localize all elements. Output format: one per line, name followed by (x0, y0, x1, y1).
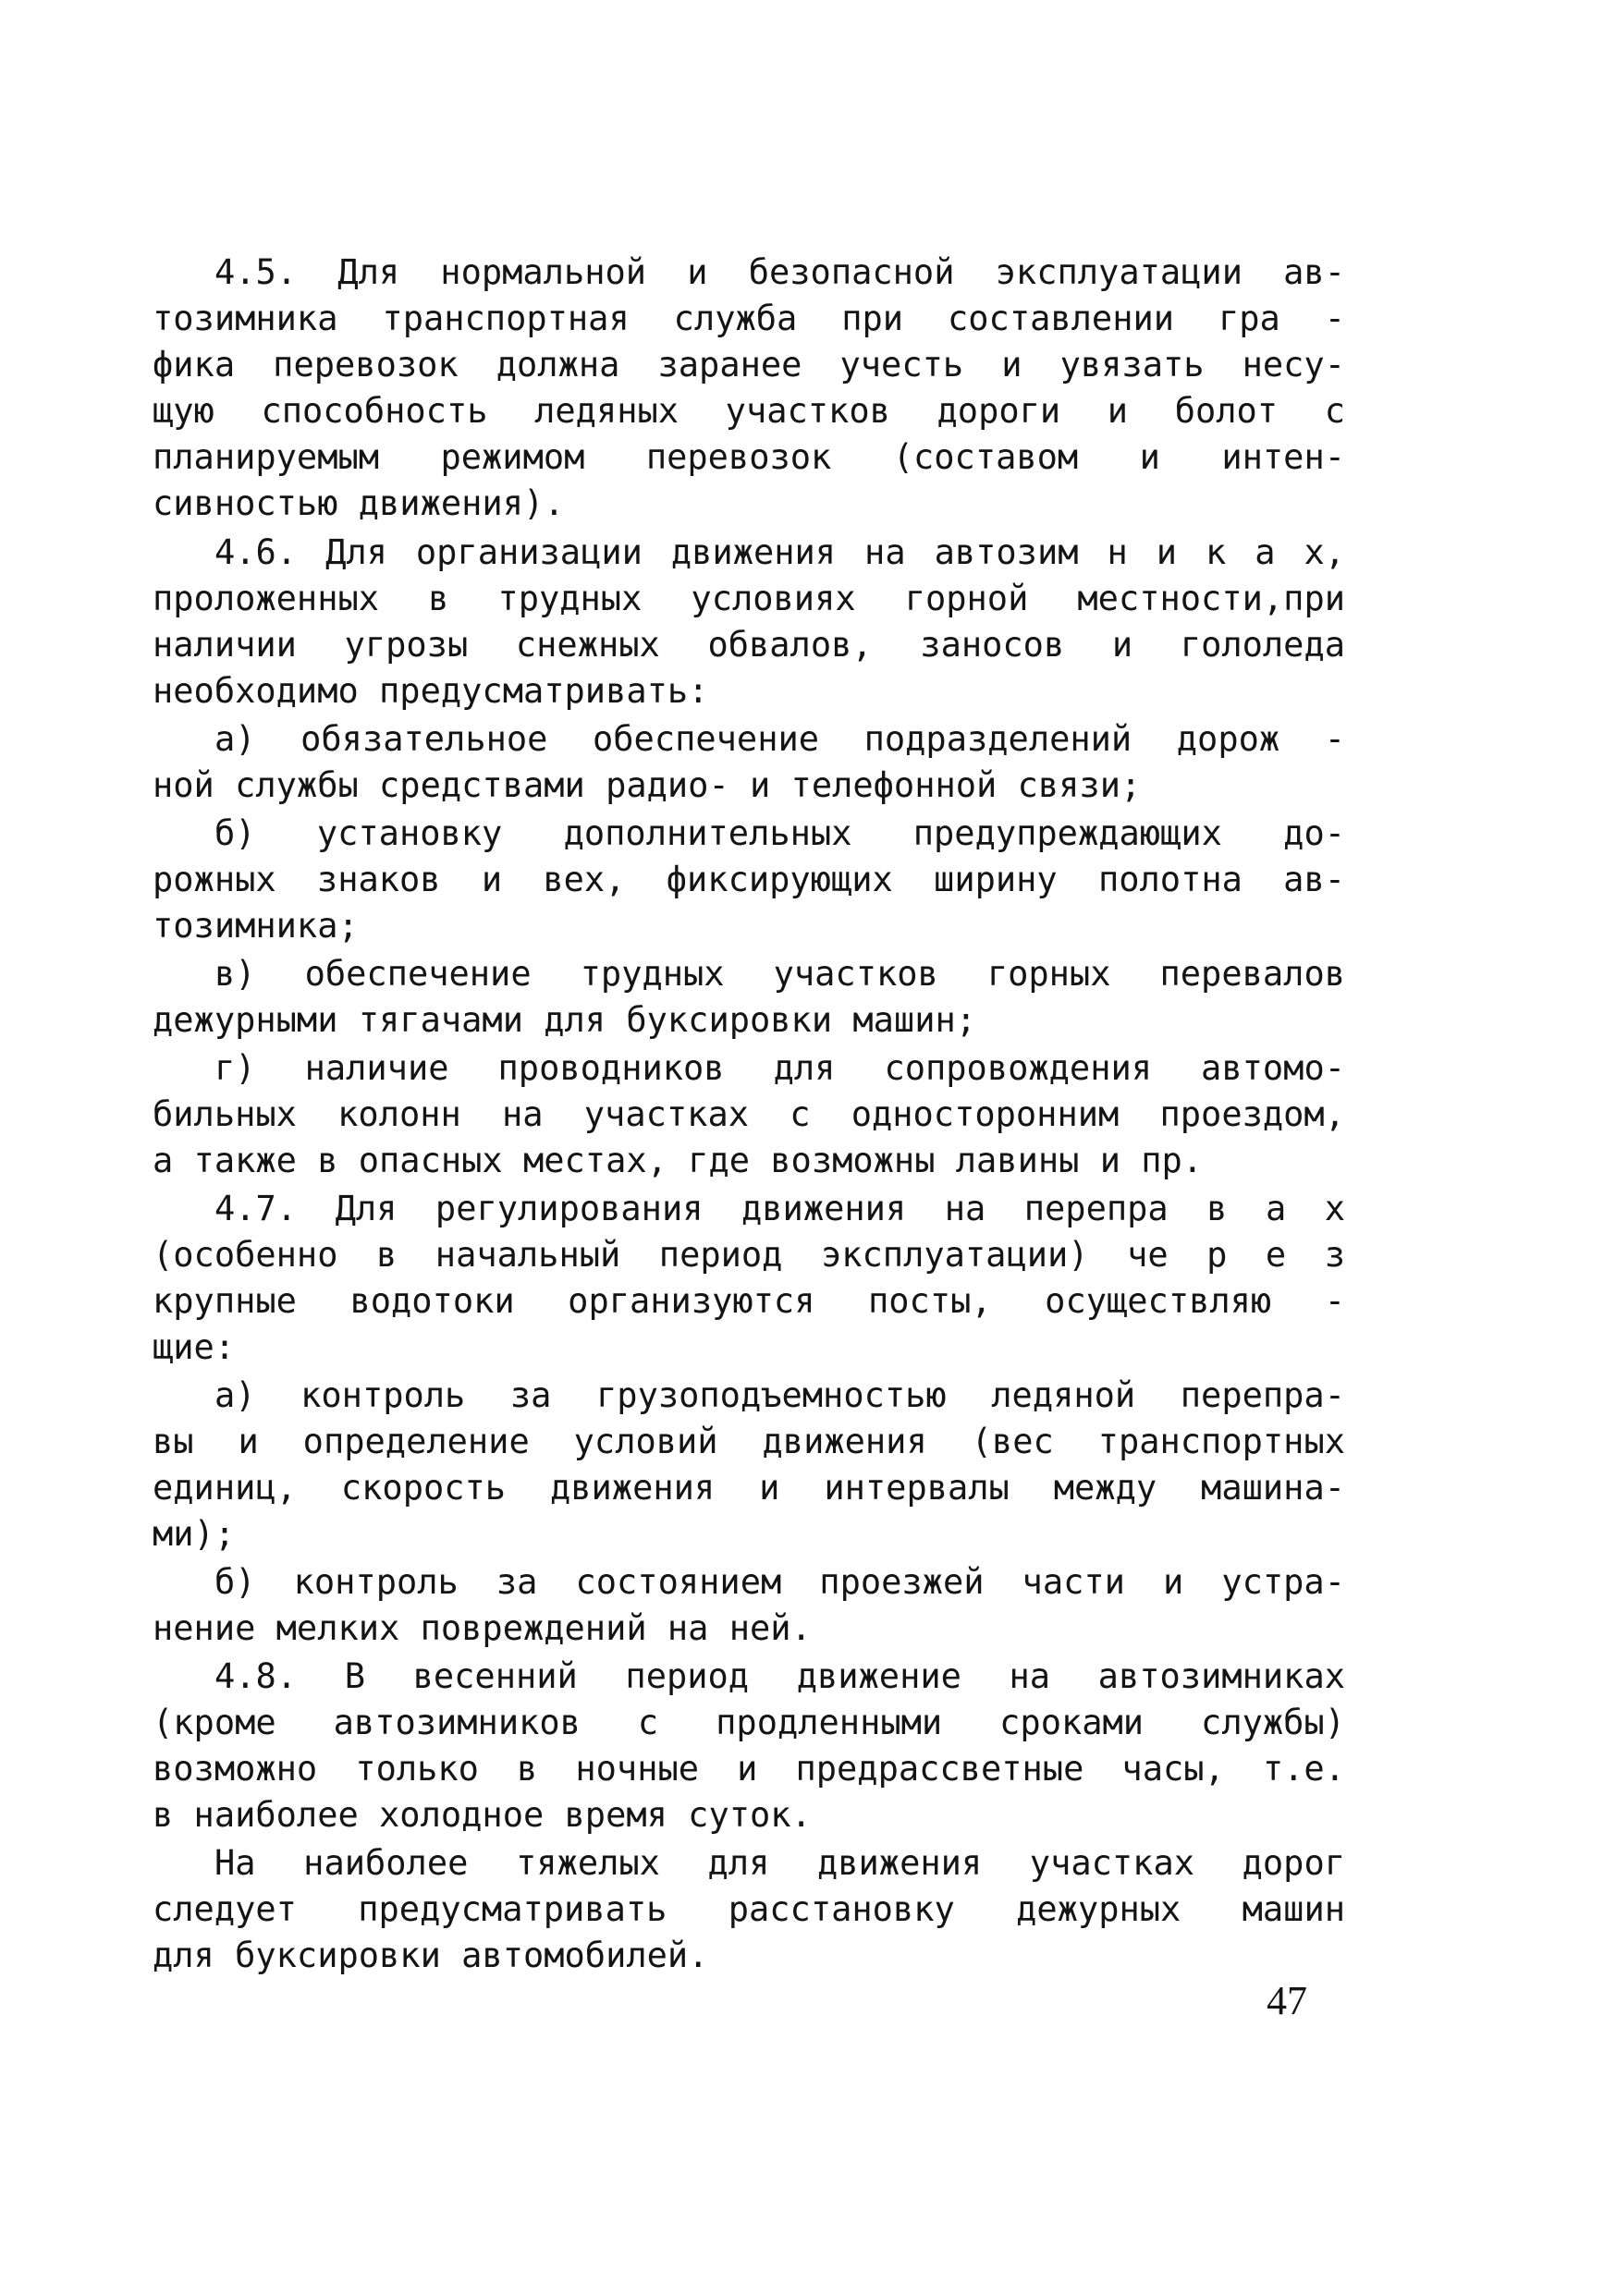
text-line: в) обеспечение трудных участков горных перевалов (214, 954, 1345, 994)
text-line: возможно только в ночные и предрассветные часы, т.е. (153, 1749, 1345, 1789)
text-line: б) установку дополнительных предупреждающих до- (214, 813, 1345, 853)
text-line: б) контроль за состоянием проезжей части и устра- (214, 1562, 1345, 1602)
text-line: в наиболее холодное время суток. (153, 1795, 812, 1835)
text-line: На наиболее тяжелых для движения участках дорог (214, 1843, 1345, 1883)
text-line: ми); (153, 1514, 236, 1554)
text-line: сивностью движения). (153, 483, 565, 523)
text-line: проложенных в трудных условиях горной местности,при (153, 579, 1345, 618)
text-line: 4.7. Для регулирования движения на перепра в а х (214, 1189, 1345, 1228)
text-line: для буксировки автомобилей. (153, 1936, 709, 1975)
text-line: необходимо предусматривать: (153, 671, 709, 711)
text-line: (особенно в начальный период эксплуатации) че р е з (153, 1235, 1345, 1275)
text-line: а) обязательное обеспечение подразделений дорож - (214, 719, 1345, 759)
text-line: тозимника; (153, 906, 359, 946)
text-line: щую способность ледяных участков дороги и болот с (153, 391, 1345, 431)
text-line: г) наличие проводников для сопровождения автомо- (214, 1048, 1345, 1088)
text-line: наличии угрозы снежных обвалов, заносов и гололеда (153, 625, 1345, 665)
text-line: дежурными тягачами для буксировки машин; (153, 1000, 977, 1040)
text-line: а также в опасных местах, где возможны лавины и пр. (153, 1141, 1204, 1180)
text-line: фика перевозок должна заранее учесть и увязать несу- (153, 345, 1345, 385)
text-line: вы и определение условий движения (вес транспортных (153, 1422, 1345, 1461)
text-line: (кроме автозимников с продленными сроками службы) (153, 1703, 1345, 1742)
text-line: крупные водотоки организуются посты, осуществляю - (153, 1281, 1345, 1321)
text-line: а) контроль за грузоподъемностью ледяной перепра- (214, 1375, 1345, 1415)
text-line: щие: (153, 1327, 236, 1367)
text-line: 4.5. Для нормальной и безопасной эксплуатации ав- (214, 252, 1345, 292)
text-line: 4.8. В весенний период движение на автозимниках (214, 1656, 1345, 1696)
text-line: единиц, скорость движения и интервалы между машина- (153, 1468, 1345, 1508)
text-line: 4.6. Для организации движения на автозим н и к а х, (214, 532, 1345, 572)
text-line: рожных знаков и вех, фиксирующих ширину полотна ав- (153, 860, 1345, 899)
page-number: 47 (1267, 1978, 1307, 2023)
text-line: нение мелких повреждений на ней. (153, 1608, 812, 1648)
text-line: планируемым режимом перевозок (составом и интен- (153, 437, 1345, 477)
text-line: ной службы средствами радио- и телефонной связи; (153, 765, 1142, 805)
text-line: тозимника транспортная служба при составлении гра - (153, 299, 1345, 338)
text-line: бильных колонн на участках с односторонним проездом, (153, 1094, 1345, 1134)
text-line: следует предусматривать расстановку дежурных машин (153, 1889, 1345, 1929)
